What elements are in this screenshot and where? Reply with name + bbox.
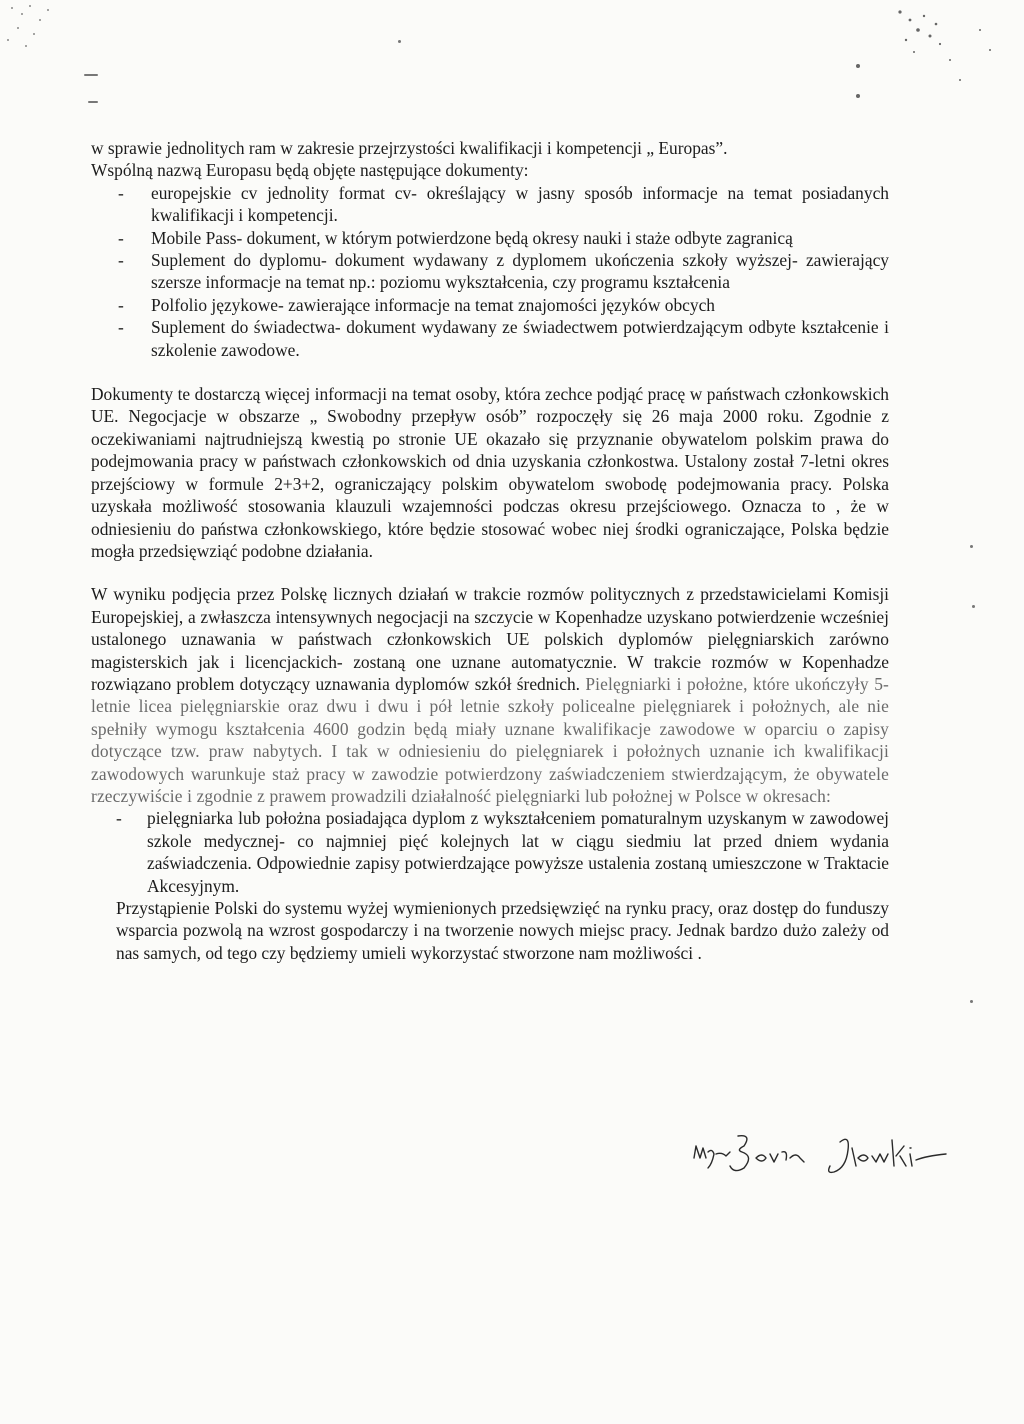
document-body	[91, 137, 889, 964]
list-item-text: pielęgniarka lub położna posiadająca dyplom z wykształceniem pomaturalnym uzyskanym w zawodowej szkole medycznej- co najmniej pięć kolejnych lat w ciągu siedmiu lat przed dniem wydania zaświadczenia. Odpowiednie zapisy potwierdzające powyższe ustalenia zostaną umieszczone w Traktacie Akcesyjnym.	[147, 808, 889, 896]
list-item-text: Mobile Pass- dokument, w którym potwierdzone będą okresy nauki i staże odbyte zagranicą	[151, 227, 793, 248]
list-dash: -	[118, 250, 124, 271]
scan-mark	[88, 101, 98, 103]
documents-list	[91, 182, 889, 361]
list-dash: -	[118, 182, 124, 203]
list-item-text: Polfolio językowe- zawierające informacje na temat znajomości języków obcych	[151, 294, 715, 315]
intro-line: w sprawie jednolitych ram w zakresie przejrzystości kwalifikacji i kompetencji „ Europas”.	[91, 138, 728, 158]
list-item-text: europejskie cv jednolity format cv- określający w jasny sposób informacje na temat posiadanych kwalifikacji i kompetencji.	[151, 182, 889, 226]
list-item	[91, 807, 889, 897]
list-dash: -	[116, 808, 122, 829]
scan-mark	[970, 545, 973, 548]
scan-noise-top-right	[840, 0, 1024, 110]
handwritten-signature	[690, 1128, 950, 1188]
paragraph-negotiations-faded-text: Pielęgniarki i położne, które ukończyły 5-letnie licea pielęgniarskie oraz dwu i dwu i pół letnie szkoły policealne pielęgniarek i położnych, ale nie spełniły wymogu kształcenia 4600 godzin będą miały uznane kwalifikacje zawodowe w oparciu o zapisy dotyczące tzw. praw nabytych. I tak w odniesieniu do pielęgniarek i położnych uznanie ich kwalifikacji zawodowych warunkuje staż pracy w zawodzie potwierdzony zaświadczeniem stwierdzającym, że obywatele rzeczywiście i zgodnie z prawem prowadzili działalność pielęgniarki lub położnej w Polsce w okresach:	[91, 673, 889, 806]
list-lead: Wspólną nazwą Europasu będą objęte następujące dokumenty:	[91, 160, 529, 181]
list-item-text: Suplement do dyplomu- dokument wydawany z dyplomem ukończenia szkoły wyższej- zawierający szersze informacje na temat np.: poziomu wykształcenia, czy programu kształcenia	[151, 250, 889, 293]
list-dash: -	[118, 317, 124, 338]
list-item	[91, 227, 889, 249]
list-item	[91, 294, 889, 316]
nurses-list	[91, 807, 889, 897]
scan-mark	[398, 40, 401, 43]
scan-mark	[84, 74, 98, 76]
paragraph-documents: Dokumenty te dostarczą więcej informacji na temat osoby, która zechce podjąć pracę w państwach członkowskich UE. Negocjacje w obszarze „ Swobodny przepływ osób” rozpoczęły się 26 maja 2000 roku. Zgodnie z oczekiwaniami najtrudniejszą kwestią po stronie UE okazało się przyznanie obywatelom polskim prawa do podejmowania pracy w państwach członkowskich od dnia uzyskania członkostwa. Ustalony został 7-letni okres przejściowy w formule 2+3+2, ograniczający polskim obywatelom swobodę podejmowania pracy. Polska uzyskała możliwość stosowania klauzuli wzajemności podczas okresu przejściowego. Oznacza to , że w odniesieniu do państwa członkowskiego, które będzie stosować wobec niej środki ograniczające, Polska będzie mogła przedsięwziąć podobne działania.	[91, 384, 889, 561]
list-dash: -	[118, 294, 124, 315]
paragraph-negotiations-text: W wyniku podjęcia przez Polskę licznych działań w trakcie rozmów politycznych z przedstawicielami Komisji Europejskiej, a zwłaszcza intensywnych negocjacji na szczycie w Kopenhadze uzyskano potwierdzenie wcześniej ustalonego uznawania w państwach członkowskich UE polskich dyplomów pielęgniarskich zarówno magisterskich jak i licencjackich- zostaną one uznane automatycznie. W trakcie rozmów w Kopenhadze rozwiązano problem dotyczący uznawania dyplomów szkół średnich.	[91, 584, 889, 694]
list-item-text: Suplement do świadectwa- dokument wydawany ze świadectwem potwierdzającym odbyte kształcenie i szkolenie zawodowe.	[151, 317, 889, 360]
paragraph-negotiations	[91, 583, 889, 807]
paragraph-conclusion: Przystąpienie Polski do systemu wyżej wymienionych przedsięwzięć na rynku pracy, oraz dostęp do funduszy wsparcia pozwolą na wzrost gospodarczy i na tworzenie nowych miejsc pracy. Jednak bardzo dużo zależy od nas samych, od tego czy będziemy umieli wykorzystać stworzone nam możliwości .	[116, 898, 889, 963]
list-item	[91, 249, 889, 294]
list-item	[91, 316, 889, 361]
scan-noise-top-left	[0, 0, 70, 60]
list-dash: -	[118, 227, 124, 248]
scan-mark	[970, 1000, 973, 1003]
scan-mark	[972, 605, 975, 608]
list-item	[91, 182, 889, 227]
